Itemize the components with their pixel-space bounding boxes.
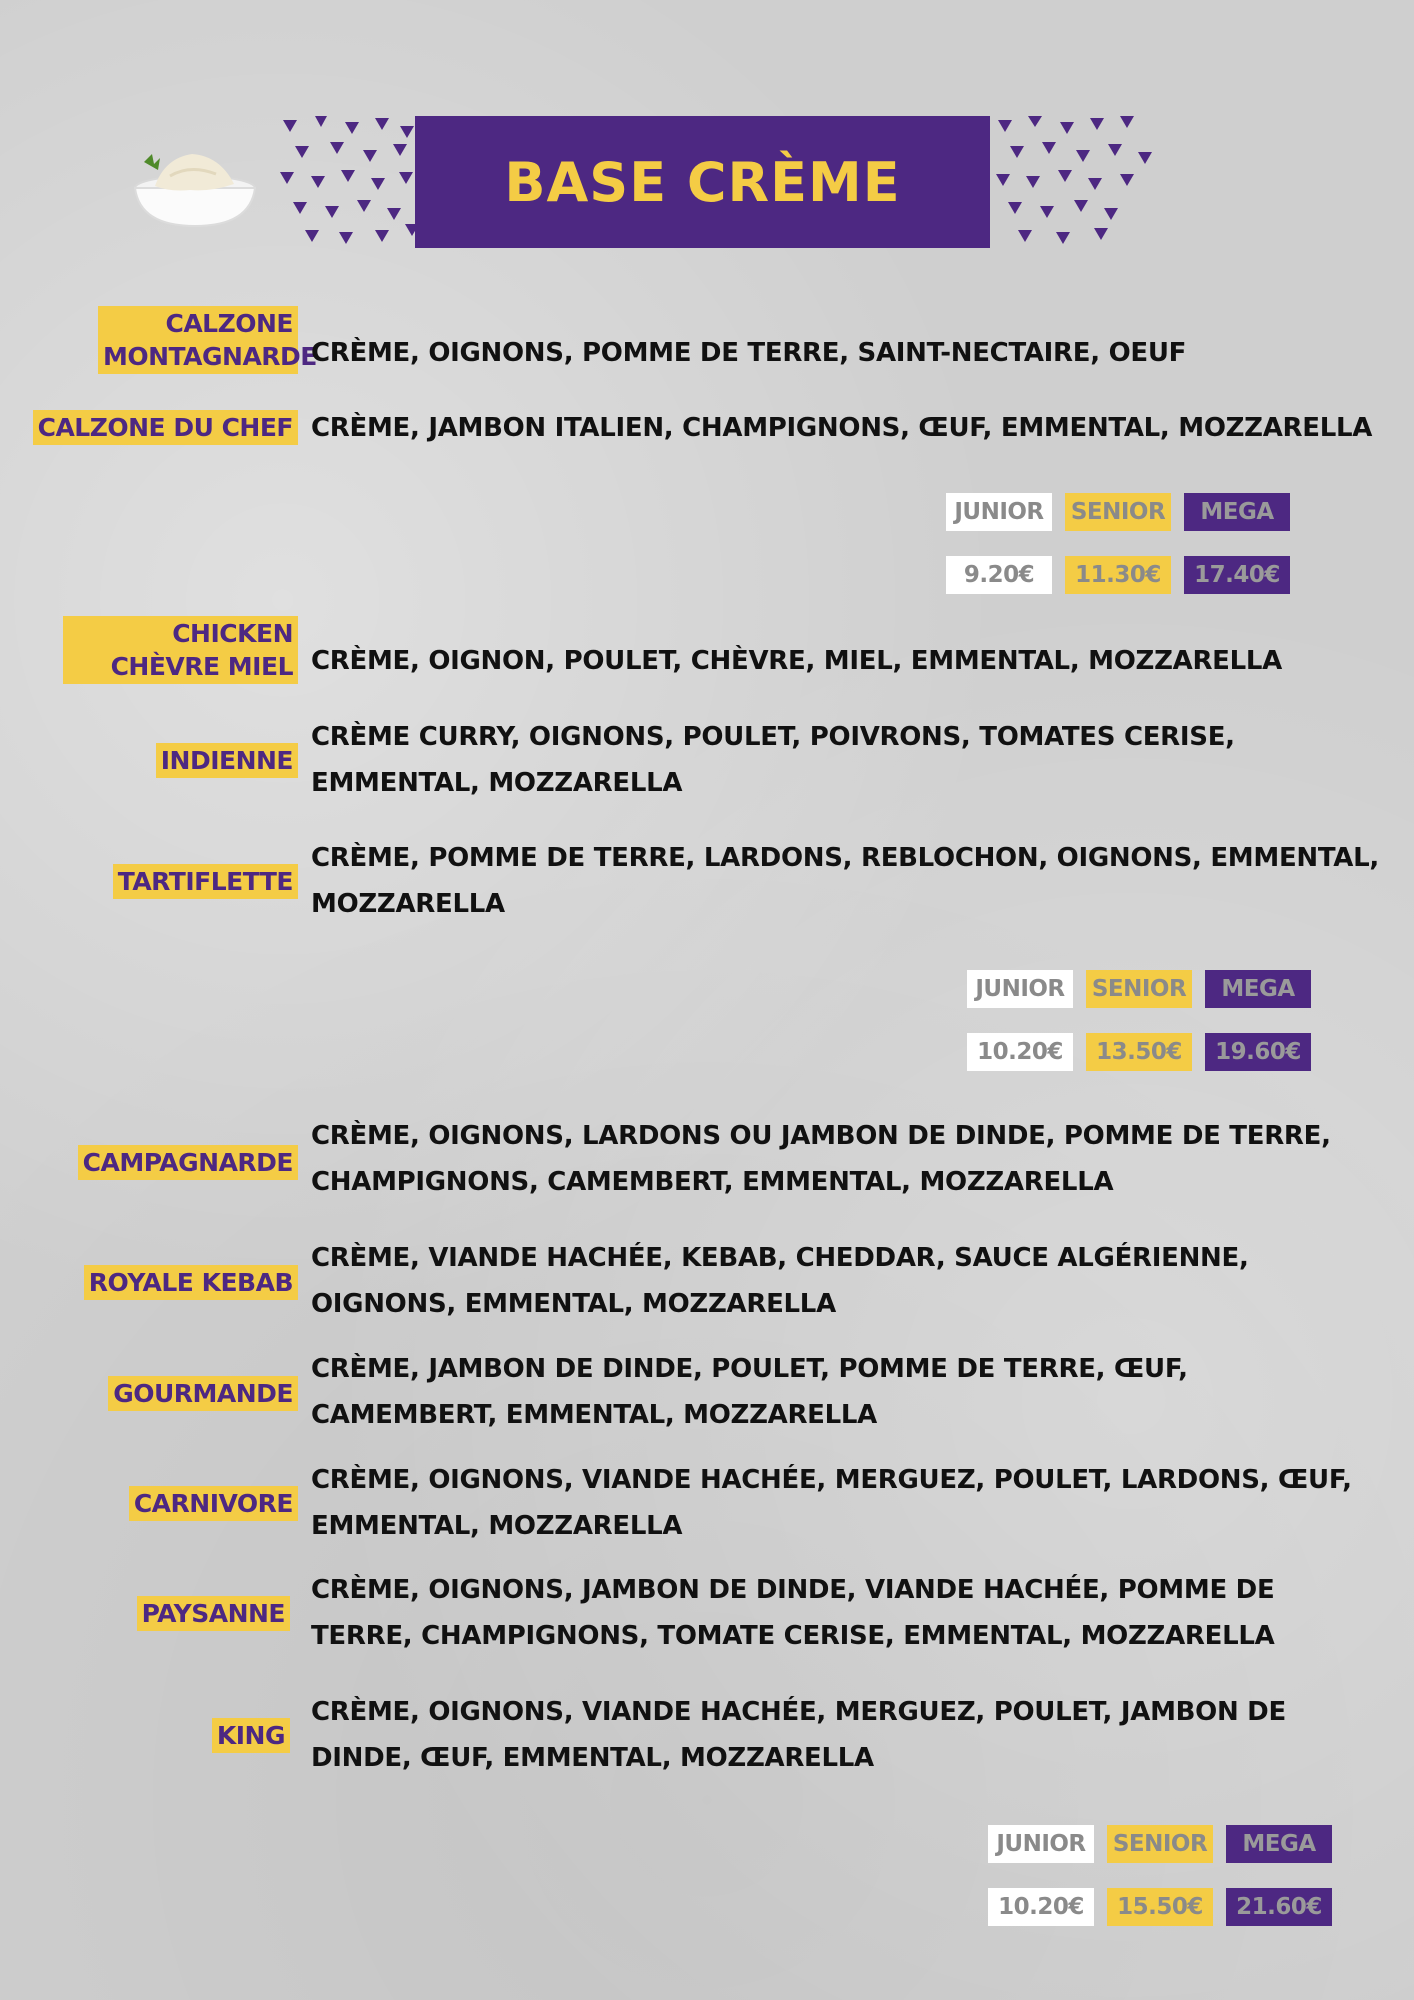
triangle-pattern-left [275, 112, 425, 252]
size-senior-3: SENIOR [1107, 1825, 1213, 1863]
item-name-chicken-chevre-miel: CHICKEN CHÈVRE MIEL [63, 616, 298, 684]
triangle-pattern-right [990, 112, 1160, 252]
price-junior-1: 9.20€ [946, 556, 1052, 594]
item-name-king: KING [212, 1718, 290, 1753]
page-title: BASE CRÈME [504, 150, 901, 214]
size-mega-2: MEGA [1205, 970, 1311, 1008]
size-junior-1: JUNIOR [946, 493, 1052, 531]
item-desc-king: CRÈME, OIGNONS, VIANDE HACHÉE, MERGUEZ, POULET, JAMBON DE DINDE, ŒUF, EMMENTAL, MOZZARELLA [311, 1697, 1286, 1773]
item-name-royale-kebab: ROYALE KEBAB [84, 1265, 298, 1300]
header-banner [275, 112, 1165, 252]
size-mega-3: MEGA [1226, 1825, 1332, 1863]
price-senior-3: 15.50€ [1107, 1888, 1213, 1926]
item-desc-carnivore: CRÈME, OIGNONS, VIANDE HACHÉE, MERGUEZ, POULET, LARDONS, ŒUF, EMMENTAL, MOZZARELLA [311, 1465, 1352, 1541]
price-mega-2: 19.60€ [1205, 1033, 1311, 1071]
item-name-gourmande: GOURMANDE [108, 1376, 298, 1411]
item-name-indienne: INDIENNE [156, 743, 298, 778]
item-name-tartiflette: TARTIFLETTE [113, 864, 298, 899]
price-junior-3: 10.20€ [988, 1888, 1094, 1926]
price-mega-1: 17.40€ [1184, 556, 1290, 594]
item-name-calzone-du-chef: CALZONE DU CHEF [33, 410, 298, 445]
item-desc-campagnarde: CRÈME, OIGNONS, LARDONS OU JAMBON DE DINDE, POMME DE TERRE, CHAMPIGNONS, CAMEMBERT, EMMENTAL, MOZZARELLA [311, 1121, 1331, 1197]
item-desc-calzone-montagnarde: CRÈME, OIGNONS, POMME DE TERRE, SAINT-NECTAIRE, OEUF [311, 338, 1187, 368]
size-senior-1: SENIOR [1065, 493, 1171, 531]
item-desc-indienne: CRÈME CURRY, OIGNONS, POULET, POIVRONS, TOMATES CERISE, EMMENTAL, MOZZARELLA [311, 722, 1235, 798]
item-desc-royale-kebab: CRÈME, VIANDE HACHÉE, KEBAB, CHEDDAR, SAUCE ALGÉRIENNE, OIGNONS, EMMENTAL, MOZZARELLA [311, 1243, 1249, 1319]
price-senior-1: 11.30€ [1065, 556, 1171, 594]
item-name-calzone-montagnarde: CALZONE MONTAGNARDE [98, 306, 298, 374]
size-junior-3: JUNIOR [988, 1825, 1094, 1863]
item-desc-tartiflette: CRÈME, POMME DE TERRE, LARDONS, REBLOCHON, OIGNONS, EMMENTAL, MOZZARELLA [311, 843, 1379, 919]
item-name-paysanne: PAYSANNE [137, 1596, 290, 1631]
price-junior-2: 10.20€ [967, 1033, 1073, 1071]
price-senior-2: 13.50€ [1086, 1033, 1192, 1071]
item-desc-gourmande: CRÈME, JAMBON DE DINDE, POULET, POMME DE TERRE, ŒUF, CAMEMBERT, EMMENTAL, MOZZARELLA [311, 1354, 1188, 1430]
price-mega-3: 21.60€ [1226, 1888, 1332, 1926]
item-desc-calzone-du-chef: CRÈME, JAMBON ITALIEN, CHAMPIGNONS, ŒUF, EMMENTAL, MOZZARELLA [311, 413, 1373, 443]
item-desc-chicken-chevre-miel: CRÈME, OIGNON, POULET, CHÈVRE, MIEL, EMMENTAL, MOZZARELLA [311, 646, 1282, 676]
item-name-carnivore: CARNIVORE [129, 1486, 298, 1521]
size-junior-2: JUNIOR [967, 970, 1073, 1008]
size-senior-2: SENIOR [1086, 970, 1192, 1008]
cream-bowl-icon [130, 140, 260, 230]
item-name-campagnarde: CAMPAGNARDE [78, 1145, 298, 1180]
title-banner [415, 116, 990, 248]
item-desc-paysanne: CRÈME, OIGNONS, JAMBON DE DINDE, VIANDE HACHÉE, POMME DE TERRE, CHAMPIGNONS, TOMATE CERISE, EMMENTAL, MOZZARELLA [311, 1575, 1275, 1651]
size-mega-1: MEGA [1184, 493, 1290, 531]
